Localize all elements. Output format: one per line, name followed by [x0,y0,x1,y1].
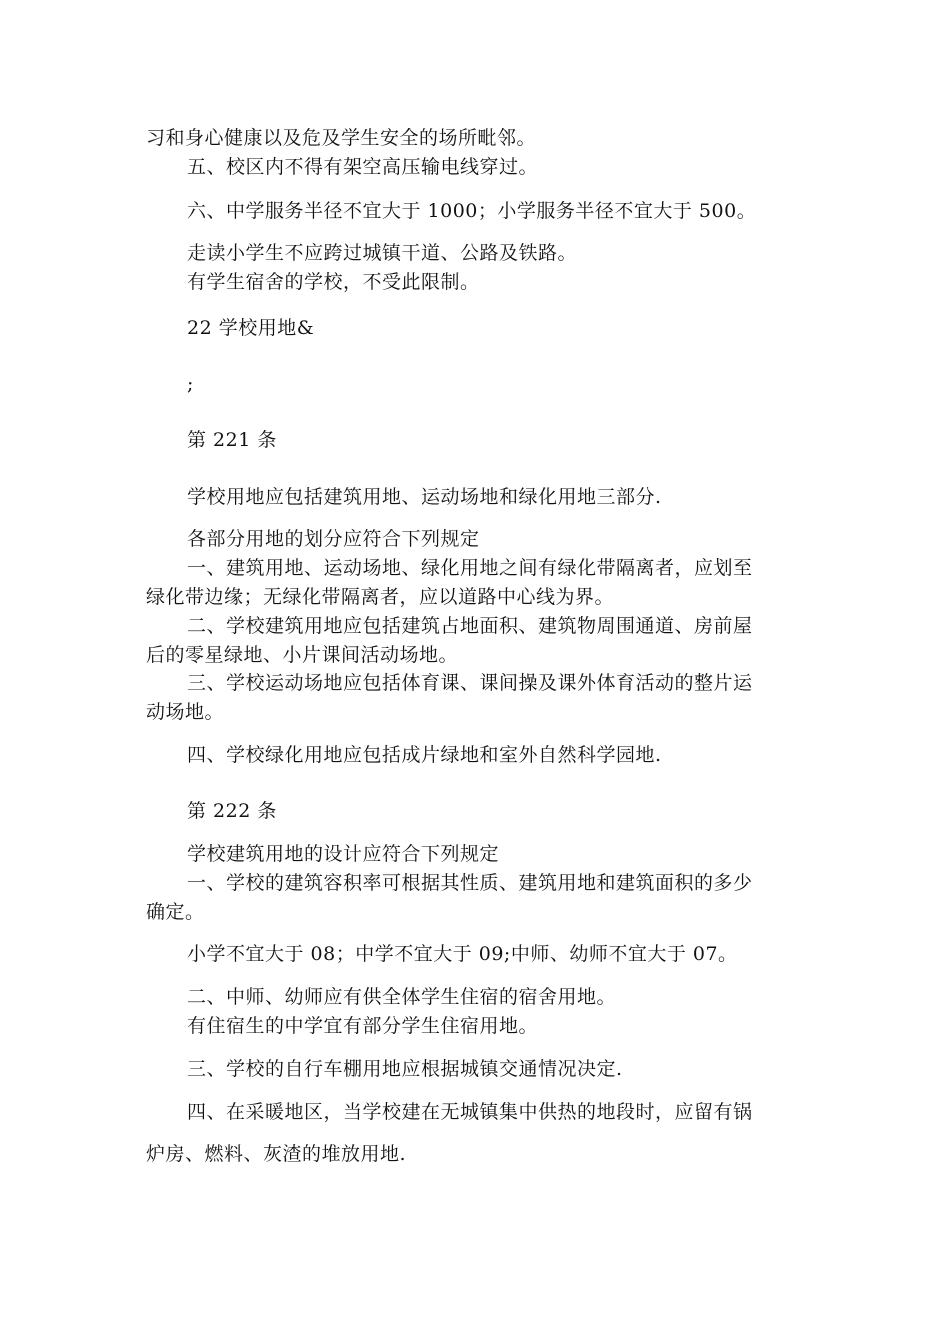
text-line: 有学生宿舍的学校，不受此限制。 [187,271,480,293]
text-line: 三、学校的自行车棚用地应根据城镇交通情况决定. [187,1058,623,1080]
text-line: 一、建筑用地、运动场地、绿化用地之间有绿化带隔离者，应划至 [187,557,753,579]
text-line: 炉房、燃料、灰渣的堆放用地. [146,1143,407,1165]
text-line: 三、学校运动场地应包括体育课、课间操及课外体育活动的整片运 [187,672,753,694]
text-line: 二、中师、幼师应有供全体学生住宿的宿舍用地。 [187,986,617,1008]
text-line: 四、学校绿化用地应包括成片绿地和室外自然科学园地. [187,744,662,766]
text-line: 二、学校建筑用地应包括建筑占地面积、建筑物周围通道、房前屋 [187,615,753,637]
article-heading: 第 221 条 [187,429,277,451]
text-line: 确定。 [146,901,205,923]
text-line: 各部分用地的划分应符合下列规定 [187,528,480,550]
text-line: 动场地。 [146,701,225,723]
text-line: 四、在采暖地区，当学校建在无城镇集中供热的地段时，应留有锅 [187,1101,753,1123]
article-heading: 第 222 条 [187,800,277,822]
text-line: 学校建筑用地的设计应符合下列规定 [187,843,500,865]
section-heading: 22 学校用地& [187,317,315,339]
text-line: 习和身心健康以及危及学生安全的场所毗邻。 [146,127,537,149]
text-line: 五、校区内不得有架空高压输电线穿过。 [187,156,539,178]
text-line: 学校用地应包括建筑用地、运动场地和绿化用地三部分. [187,486,662,508]
text-line: ; [187,373,194,395]
text-line: 后的零星绿地、小片课间活动场地。 [146,644,459,666]
text-line: 六、中学服务半径不宜大于 1000；小学服务半径不宜大于 500。 [187,200,757,222]
text-line: 一、学校的建筑容积率可根据其性质、建筑用地和建筑面积的多少 [187,872,753,894]
text-line: 小学不宜大于 08；中学不宜大于 09;中师、幼师不宜大于 07。 [187,943,738,965]
text-line: 走读小学生不应跨过城镇干道、公路及铁路。 [187,242,578,264]
text-line: 有住宿生的中学宜有部分学生住宿用地。 [187,1015,539,1037]
text-line: 绿化带边缘；无绿化带隔离者，应以道路中心线为界。 [146,586,615,608]
